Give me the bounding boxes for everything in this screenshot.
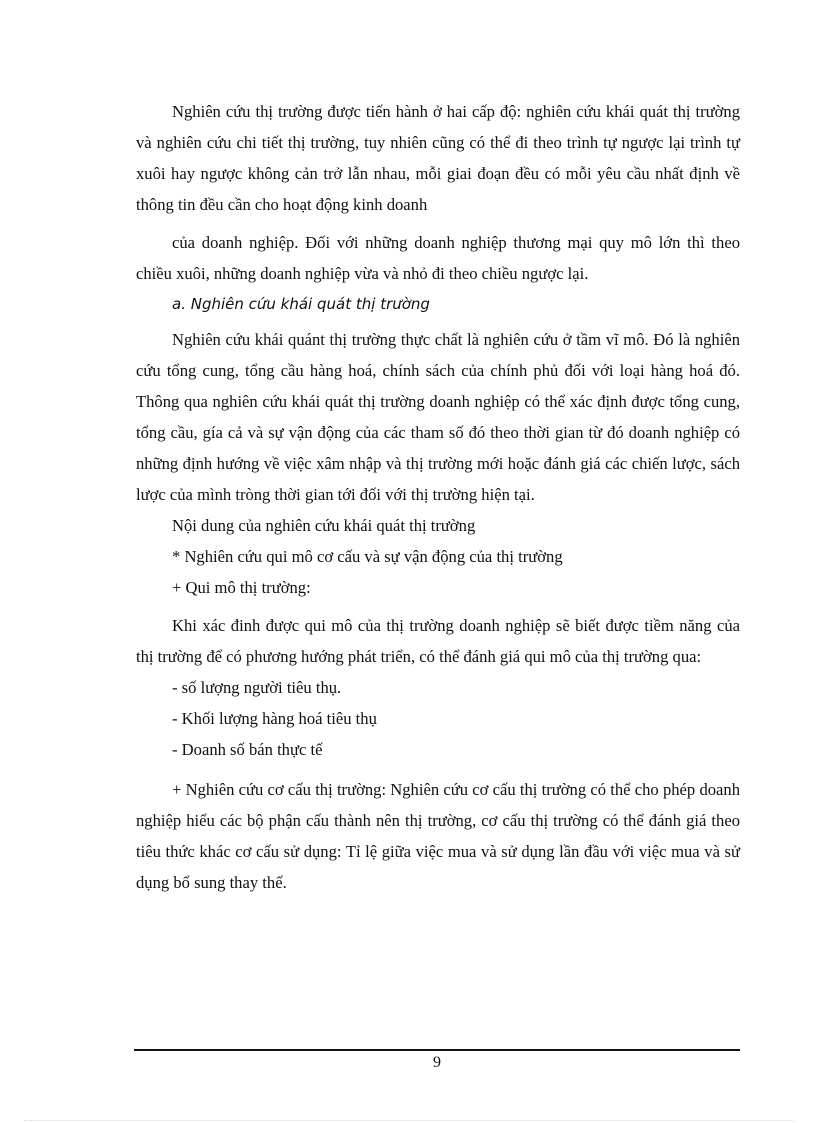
list-item: - số lượng người tiêu thụ. (172, 678, 342, 697)
page-edge-divider (24, 1120, 794, 1121)
footer-divider (134, 1049, 740, 1051)
paragraph-scale-determination: Khi xác đinh được qui mô của thị trường doanh nghiệp sẽ biết được tiềm năng của thị trường để có phương hướng phát triển, có thể đánh giá qui mô của thị trường qua: (136, 616, 740, 666)
section-heading-a: a. Nghiên cứu khái quát thị trường (172, 295, 430, 313)
document-body (136, 96, 740, 898)
list-item: - Khối lượng hàng hoá tiêu thụ (172, 709, 377, 728)
list-item: - Doanh số bán thực tế (172, 740, 323, 759)
page-number: 9 (433, 1054, 441, 1071)
paragraph-general-research: Nghiên cứu khái quánt thị trường thực chất là nghiên cứu ở tầm vĩ mô. Đó là nghiên cứu tổng cung, tổng cầu hàng hoá, chính sách của chính phủ đối với loại hàng hoá đó. Thông qua nghiên cứu khái quát thị trường doanh nghiệp có thể xác định được tổng cung, tổng cầu, gía cả và sự vận động của các tham số đó theo thời gian từ đó doanh nghiệp có những định hướng về việc xâm nhập và thị trường mới hoặc đánh giá các chiến lược, sách lược của mình tròng thời gian tới đối với thị trường hiện tại. (136, 330, 740, 504)
paragraph-content-title: Nội dung của nghiên cứu khái quát thị trường (172, 516, 476, 535)
paragraph-research-levels: Nghiên cứu thị trường được tiến hành ở hai cấp độ: nghiên cứu khái quát thị trường và nghiên cứu chi tiết thị trường, tuy nhiên cũng có thể đi theo trình tự ngược lại trình tự xuôi hay ngược không cản trở lẫn nhau, mỗi giai đoạn đều có mỗi yêu cầu nhất định về thông tin đều cần cho hoạt động kinh doanh (136, 102, 740, 214)
paragraph-enterprise-direction: của doanh nghiệp. Đối với những doanh nghiệp thương mại quy mô lớn thì theo chiều xuôi, những doanh nghiệp vừa và nhỏ đi theo chiều ngược lại. (136, 233, 740, 283)
paragraph-scale-structure: * Nghiên cứu qui mô cơ cấu và sự vận động của thị trường (172, 547, 563, 566)
paragraph-market-structure: + Nghiên cứu cơ cấu thị trường: Nghiên cứu cơ cấu thị trường có thể cho phép doanh nghiệp hiểu các bộ phận cấu thành nên thị trường, cơ cấu thị trường có thể đánh giá theo tiêu thức khác cơ cấu sử dụng: Tỉ lệ giữa việc mua và sử dụng lần đầu với việc mua và sử dụng bổ sung thay thế. (136, 780, 740, 892)
paragraph-market-scale: + Qui mô thị trường: (172, 578, 311, 597)
